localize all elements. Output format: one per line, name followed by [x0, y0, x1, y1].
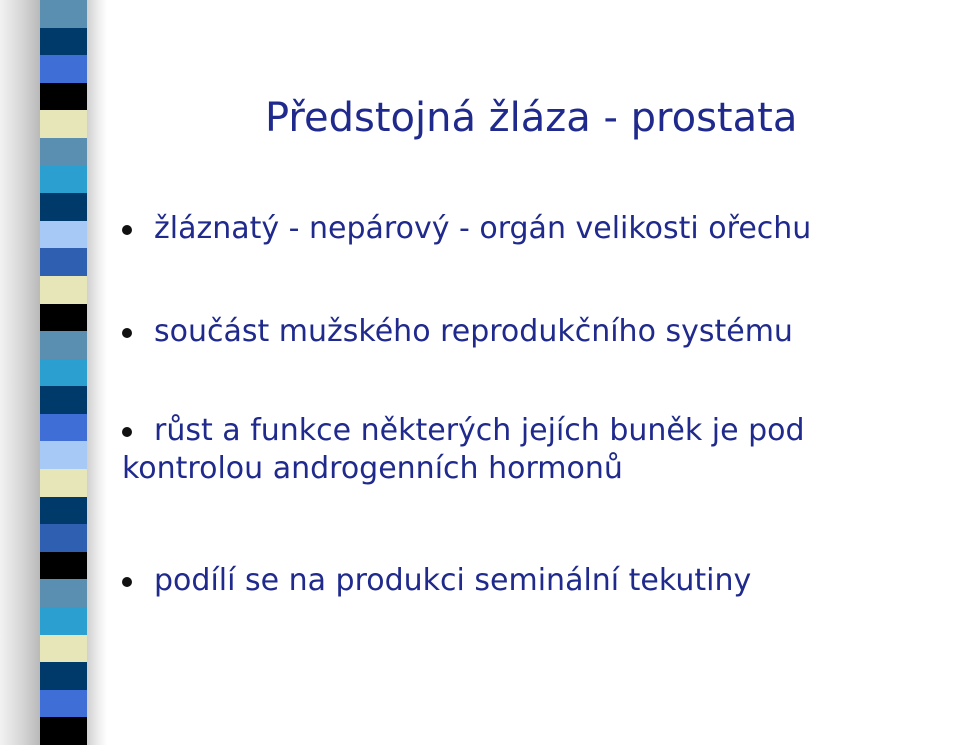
stripe-segment: [40, 110, 87, 138]
stripe-segment: [40, 28, 87, 56]
stripe-segment: [40, 497, 87, 525]
bullet-line: podílí se na produkci seminální tekutiny: [154, 563, 752, 598]
bullet-line: součást mužského reprodukčního systému: [154, 314, 793, 349]
stripe-segment: [40, 414, 87, 442]
bullet-text: [154, 313, 793, 351]
stripe-segment: [40, 276, 87, 304]
stripe-segment: [40, 717, 87, 745]
bullet-line-continuation: kontrolou androgenních hormonů: [122, 451, 623, 486]
stripe-segment: [40, 469, 87, 497]
stripe-segment: [40, 386, 87, 414]
stripe-segment: [40, 524, 87, 552]
bullet-text: [154, 562, 751, 600]
stripe-segment: [40, 662, 87, 690]
bullet-line: žláznatý - nepárový - orgán velikosti ořechu: [154, 211, 812, 246]
stripe-segment: [40, 138, 87, 166]
stripe-segment: [40, 579, 87, 607]
stripe-segment: [40, 221, 87, 249]
stripe-segment: [40, 83, 87, 111]
stripe-segment: [40, 690, 87, 718]
bullet-icon: [122, 225, 132, 235]
bullet-icon: [122, 427, 132, 437]
stripe-segment: [40, 331, 87, 359]
bullet-line: růst a funkce některých jejích buněk je pod: [154, 413, 805, 448]
stripe-decoration: [40, 0, 87, 745]
slide-title: Předstojná žláza - prostata: [265, 95, 798, 141]
stripe-segment: [40, 635, 87, 663]
bullet-icon: [122, 577, 132, 587]
stripe-segment: [40, 248, 87, 276]
bullet-text: [122, 412, 805, 488]
stripe-segment: [40, 0, 87, 28]
stripe-segment: [40, 193, 87, 221]
stripe-segment: [40, 441, 87, 469]
stripe-segment: [40, 607, 87, 635]
bullet-text: [154, 210, 811, 248]
stripe-segment: [40, 55, 87, 83]
stripe-segment: [40, 304, 87, 332]
stripe-segment: [40, 359, 87, 387]
bullet-icon: [122, 328, 132, 338]
stripe-segment: [40, 166, 87, 194]
stripe-segment: [40, 552, 87, 580]
left-shadow-decoration: [0, 0, 40, 745]
stripe-edge-shadow: [87, 0, 107, 745]
